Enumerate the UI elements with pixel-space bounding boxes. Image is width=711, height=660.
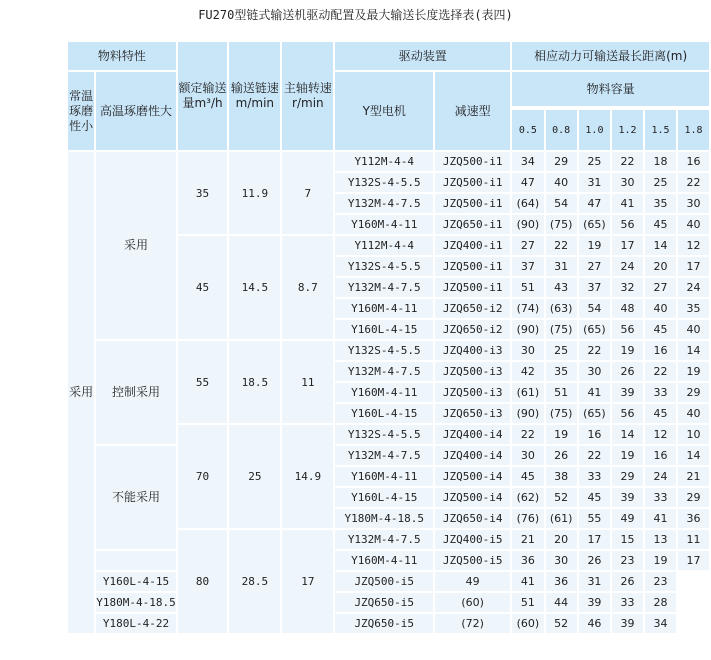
rated-capacity-value: 55 xyxy=(178,341,228,423)
distance-value: 23 xyxy=(612,551,643,570)
distance-value: 30 xyxy=(612,173,643,192)
reducer-model: JZQ500-i5 xyxy=(435,551,510,570)
reducer-model: JZQ650-i4 xyxy=(435,509,510,528)
reducer-model: JZQ650-i2 xyxy=(435,299,510,318)
distance-value: (65) xyxy=(579,404,610,423)
motor-model: Y132S-4-5.5 xyxy=(335,173,433,192)
distance-value: 33 xyxy=(645,488,676,507)
reducer-model: JZQ400-i1 xyxy=(435,236,510,255)
header-density: 1.2 xyxy=(612,110,643,150)
distance-value: 40 xyxy=(678,404,709,423)
table-row xyxy=(68,152,709,171)
reducer-model: JZQ650-i2 xyxy=(435,320,510,339)
motor-model: Y160M-4-11 xyxy=(335,467,433,486)
drive-config-table xyxy=(66,40,711,635)
distance-value: 31 xyxy=(546,257,577,276)
distance-value: 56 xyxy=(612,215,643,234)
chain-speed-value: 14.5 xyxy=(229,236,280,339)
distance-value: 12 xyxy=(645,425,676,444)
header-material-property: 物料特性 xyxy=(68,42,176,70)
reducer-model: JZQ500-i4 xyxy=(435,467,510,486)
distance-value: 16 xyxy=(579,425,610,444)
distance-value: 51 xyxy=(512,593,543,612)
distance-value: 24 xyxy=(678,278,709,297)
spindle-speed-value: 11 xyxy=(282,341,333,423)
reducer-model: JZQ400-i3 xyxy=(435,341,510,360)
distance-value: 40 xyxy=(645,299,676,318)
distance-value: 27 xyxy=(512,236,543,255)
distance-value: 29 xyxy=(678,488,709,507)
distance-value: (63) xyxy=(546,299,577,318)
rated-capacity-value: 35 xyxy=(178,152,228,234)
distance-value: 48 xyxy=(612,299,643,318)
distance-value: (74) xyxy=(512,299,543,318)
distance-value: 23 xyxy=(645,572,676,591)
distance-value: 24 xyxy=(645,467,676,486)
spindle-speed-value: 17 xyxy=(282,530,333,633)
distance-value: (64) xyxy=(512,194,543,213)
distance-value: 26 xyxy=(612,572,643,591)
distance-value: 56 xyxy=(612,404,643,423)
motor-model: Y112M-4-4 xyxy=(335,152,433,171)
reducer-model: JZQ500-i4 xyxy=(435,488,510,507)
page-title: FU270型链式输送机驱动配置及最大输送长度选择表(表四) xyxy=(198,8,513,22)
distance-value: 35 xyxy=(645,194,676,213)
distance-value: 30 xyxy=(579,362,610,381)
distance-value: 22 xyxy=(645,362,676,381)
distance-value: 37 xyxy=(579,278,610,297)
distance-value: 24 xyxy=(612,257,643,276)
normal-temp-usage: 采用 xyxy=(68,152,94,633)
distance-value: 41 xyxy=(612,194,643,213)
motor-model: Y180L-4-22 xyxy=(96,614,175,633)
reducer-model: JZQ500-i1 xyxy=(435,194,510,213)
distance-value: 55 xyxy=(579,509,610,528)
chain-speed-value: 28.5 xyxy=(229,530,280,633)
distance-value: 26 xyxy=(579,551,610,570)
reducer-model: JZQ500-i1 xyxy=(435,173,510,192)
header-rated-capacity: 额定输送量m³/h xyxy=(178,42,228,150)
motor-model: Y160M-4-11 xyxy=(335,215,433,234)
distance-value: (65) xyxy=(579,215,610,234)
header-normal-temp-low-wear: 常温琢磨性小 xyxy=(68,72,94,150)
distance-value: 45 xyxy=(645,404,676,423)
distance-value: 20 xyxy=(546,530,577,549)
header-chain-speed: 输送链速m/min xyxy=(229,42,280,150)
spindle-speed-value: 14.9 xyxy=(282,425,333,528)
motor-model: Y132S-4-5.5 xyxy=(335,425,433,444)
distance-value: 19 xyxy=(579,236,610,255)
distance-value: 39 xyxy=(579,593,610,612)
motor-model: Y132M-4-7.5 xyxy=(335,194,433,213)
distance-value: 41 xyxy=(579,383,610,402)
distance-value: 47 xyxy=(512,173,543,192)
table-row xyxy=(68,572,709,591)
motor-model: Y160L-4-15 xyxy=(335,488,433,507)
distance-value: 28 xyxy=(645,593,676,612)
distance-value: 16 xyxy=(645,446,676,465)
distance-value: 52 xyxy=(546,614,577,633)
distance-value: 51 xyxy=(546,383,577,402)
distance-value: 34 xyxy=(512,152,543,171)
table-row xyxy=(68,593,709,612)
distance-value: 27 xyxy=(579,257,610,276)
table-row xyxy=(68,446,709,465)
motor-model: Y160M-4-11 xyxy=(335,383,433,402)
motor-model: Y132S-4-5.5 xyxy=(335,341,433,360)
distance-value: 22 xyxy=(579,341,610,360)
distance-value: 25 xyxy=(579,152,610,171)
distance-value: 19 xyxy=(612,341,643,360)
distance-value: 30 xyxy=(512,446,543,465)
chain-speed-value: 18.5 xyxy=(229,341,280,423)
distance-value: 49 xyxy=(612,509,643,528)
distance-value: 47 xyxy=(579,194,610,213)
distance-value: 45 xyxy=(645,215,676,234)
motor-model: Y132S-4-5.5 xyxy=(335,257,433,276)
reducer-model: JZQ650-i5 xyxy=(335,614,433,633)
header-density: 1.0 xyxy=(579,110,610,150)
distance-value: 35 xyxy=(678,299,709,318)
distance-value: (75) xyxy=(546,404,577,423)
distance-value: 25 xyxy=(546,341,577,360)
distance-value: 33 xyxy=(645,383,676,402)
distance-value: 39 xyxy=(612,488,643,507)
header-material-density: 物料容量 xyxy=(512,72,709,106)
distance-value: 19 xyxy=(645,551,676,570)
high-temp-usage: 控制采用 xyxy=(96,341,175,444)
table-row xyxy=(68,341,709,360)
distance-value: 31 xyxy=(579,572,610,591)
reducer-model: JZQ500-i1 xyxy=(435,152,510,171)
distance-value: 29 xyxy=(546,152,577,171)
distance-value: 37 xyxy=(512,257,543,276)
high-temp-usage xyxy=(96,551,175,570)
motor-model: Y160L-4-15 xyxy=(96,572,175,591)
distance-value: 14 xyxy=(678,446,709,465)
distance-value: (65) xyxy=(579,320,610,339)
distance-value: 40 xyxy=(678,215,709,234)
distance-value: 29 xyxy=(678,383,709,402)
distance-value: 17 xyxy=(678,551,709,570)
distance-value: 40 xyxy=(678,320,709,339)
header-y-motor: Y型电机 xyxy=(335,72,433,150)
distance-value: 36 xyxy=(546,572,577,591)
rated-capacity-value: 70 xyxy=(178,425,228,528)
reducer-model: JZQ500-i5 xyxy=(335,572,433,591)
distance-value: (90) xyxy=(512,215,543,234)
distance-value: 12 xyxy=(678,236,709,255)
distance-value: (60) xyxy=(512,614,543,633)
distance-value: 15 xyxy=(612,530,643,549)
distance-value: 36 xyxy=(678,509,709,528)
distance-value: 18 xyxy=(645,152,676,171)
distance-value: 45 xyxy=(512,467,543,486)
distance-value: 45 xyxy=(579,488,610,507)
distance-value: 14 xyxy=(678,341,709,360)
distance-value: 33 xyxy=(579,467,610,486)
table-row xyxy=(68,551,709,570)
distance-value: 13 xyxy=(645,530,676,549)
distance-value: 51 xyxy=(512,278,543,297)
distance-value: (61) xyxy=(546,509,577,528)
distance-value: 42 xyxy=(512,362,543,381)
distance-value: 31 xyxy=(579,173,610,192)
reducer-model: JZQ500-i3 xyxy=(435,383,510,402)
distance-value: 19 xyxy=(678,362,709,381)
distance-value: 41 xyxy=(512,572,543,591)
header-density: 1.5 xyxy=(645,110,676,150)
motor-model: Y132M-4-7.5 xyxy=(335,530,433,549)
distance-value: 16 xyxy=(678,152,709,171)
header-reducer: 减速型 xyxy=(435,72,510,150)
distance-value: 14 xyxy=(645,236,676,255)
distance-value: 39 xyxy=(612,383,643,402)
motor-model: Y132M-4-7.5 xyxy=(335,278,433,297)
distance-value: 17 xyxy=(678,257,709,276)
distance-value: 22 xyxy=(678,173,709,192)
motor-model: Y112M-4-4 xyxy=(335,236,433,255)
header-drive-unit: 驱动装置 xyxy=(335,42,510,70)
distance-value: 22 xyxy=(512,425,543,444)
reducer-model: JZQ400-i4 xyxy=(435,446,510,465)
distance-value: 54 xyxy=(579,299,610,318)
spindle-speed-value: 7 xyxy=(282,152,333,234)
reducer-model: JZQ400-i4 xyxy=(435,425,510,444)
motor-model: Y160M-4-11 xyxy=(335,299,433,318)
distance-value: 11 xyxy=(678,530,709,549)
distance-value: 34 xyxy=(645,614,676,633)
motor-model: Y180M-4-18.5 xyxy=(335,509,433,528)
motor-model: Y160M-4-11 xyxy=(335,551,433,570)
distance-value: 25 xyxy=(645,173,676,192)
distance-value: 17 xyxy=(612,236,643,255)
distance-value: (61) xyxy=(512,383,543,402)
chain-speed-value: 11.9 xyxy=(229,152,280,234)
header-density: 0.5 xyxy=(512,110,543,150)
distance-value: 29 xyxy=(612,467,643,486)
distance-value: 22 xyxy=(612,152,643,171)
distance-value: 32 xyxy=(612,278,643,297)
distance-value: 26 xyxy=(612,362,643,381)
high-temp-usage: 不能采用 xyxy=(96,446,175,549)
distance-value: (75) xyxy=(546,320,577,339)
spindle-speed-value: 8.7 xyxy=(282,236,333,339)
distance-value: (90) xyxy=(512,404,543,423)
distance-value: 41 xyxy=(645,509,676,528)
distance-value: 20 xyxy=(645,257,676,276)
table-row xyxy=(68,614,709,633)
distance-value: 16 xyxy=(645,341,676,360)
distance-value: 54 xyxy=(546,194,577,213)
distance-value: 21 xyxy=(512,530,543,549)
rated-capacity-value: 80 xyxy=(178,530,228,633)
motor-model: Y180M-4-18.5 xyxy=(96,593,175,612)
distance-value: 17 xyxy=(579,530,610,549)
distance-value: 46 xyxy=(579,614,610,633)
distance-value: 14 xyxy=(612,425,643,444)
header-density: 1.8 xyxy=(678,110,709,150)
distance-value: 10 xyxy=(678,425,709,444)
distance-value: 49 xyxy=(435,572,510,591)
distance-value: (75) xyxy=(546,215,577,234)
distance-value: 45 xyxy=(645,320,676,339)
distance-value: 35 xyxy=(546,362,577,381)
rated-capacity-value: 45 xyxy=(178,236,228,339)
distance-value: 39 xyxy=(612,614,643,633)
header-spindle-speed: 主轴转速r/min xyxy=(282,42,333,150)
distance-value: 22 xyxy=(546,236,577,255)
motor-model: Y132M-4-7.5 xyxy=(335,446,433,465)
distance-value: 21 xyxy=(678,467,709,486)
motor-model: Y160L-4-15 xyxy=(335,404,433,423)
distance-value: 38 xyxy=(546,467,577,486)
chain-speed-value: 25 xyxy=(229,425,280,528)
header-high-temp-high-wear: 高温琢磨性大 xyxy=(96,72,175,150)
header-max-distance: 相应动力可输送最长距离(m) xyxy=(512,42,709,70)
distance-value: 56 xyxy=(612,320,643,339)
distance-value: 33 xyxy=(612,593,643,612)
distance-value: (72) xyxy=(435,614,510,633)
distance-value: 44 xyxy=(546,593,577,612)
high-temp-usage: 采用 xyxy=(96,152,175,339)
reducer-model: JZQ650-i5 xyxy=(335,593,433,612)
distance-value: (60) xyxy=(435,593,510,612)
distance-value: (62) xyxy=(512,488,543,507)
header-density: 0.8 xyxy=(546,110,577,150)
distance-value: 40 xyxy=(546,173,577,192)
distance-value: 27 xyxy=(645,278,676,297)
distance-value: 26 xyxy=(546,446,577,465)
distance-value: (90) xyxy=(512,320,543,339)
distance-value: 43 xyxy=(546,278,577,297)
reducer-model: JZQ650-i3 xyxy=(435,404,510,423)
motor-model: Y160L-4-15 xyxy=(335,320,433,339)
distance-value: 30 xyxy=(512,341,543,360)
distance-value: 22 xyxy=(579,446,610,465)
distance-value: 52 xyxy=(546,488,577,507)
reducer-model: JZQ500-i3 xyxy=(435,362,510,381)
reducer-model: JZQ400-i5 xyxy=(435,530,510,549)
distance-value: (76) xyxy=(512,509,543,528)
reducer-model: JZQ500-i1 xyxy=(435,278,510,297)
distance-value: 19 xyxy=(546,425,577,444)
motor-model: Y132M-4-7.5 xyxy=(335,362,433,381)
distance-value: 30 xyxy=(678,194,709,213)
distance-value: 30 xyxy=(546,551,577,570)
distance-value: 19 xyxy=(612,446,643,465)
reducer-model: JZQ500-i1 xyxy=(435,257,510,276)
reducer-model: JZQ650-i1 xyxy=(435,215,510,234)
distance-value: 36 xyxy=(512,551,543,570)
